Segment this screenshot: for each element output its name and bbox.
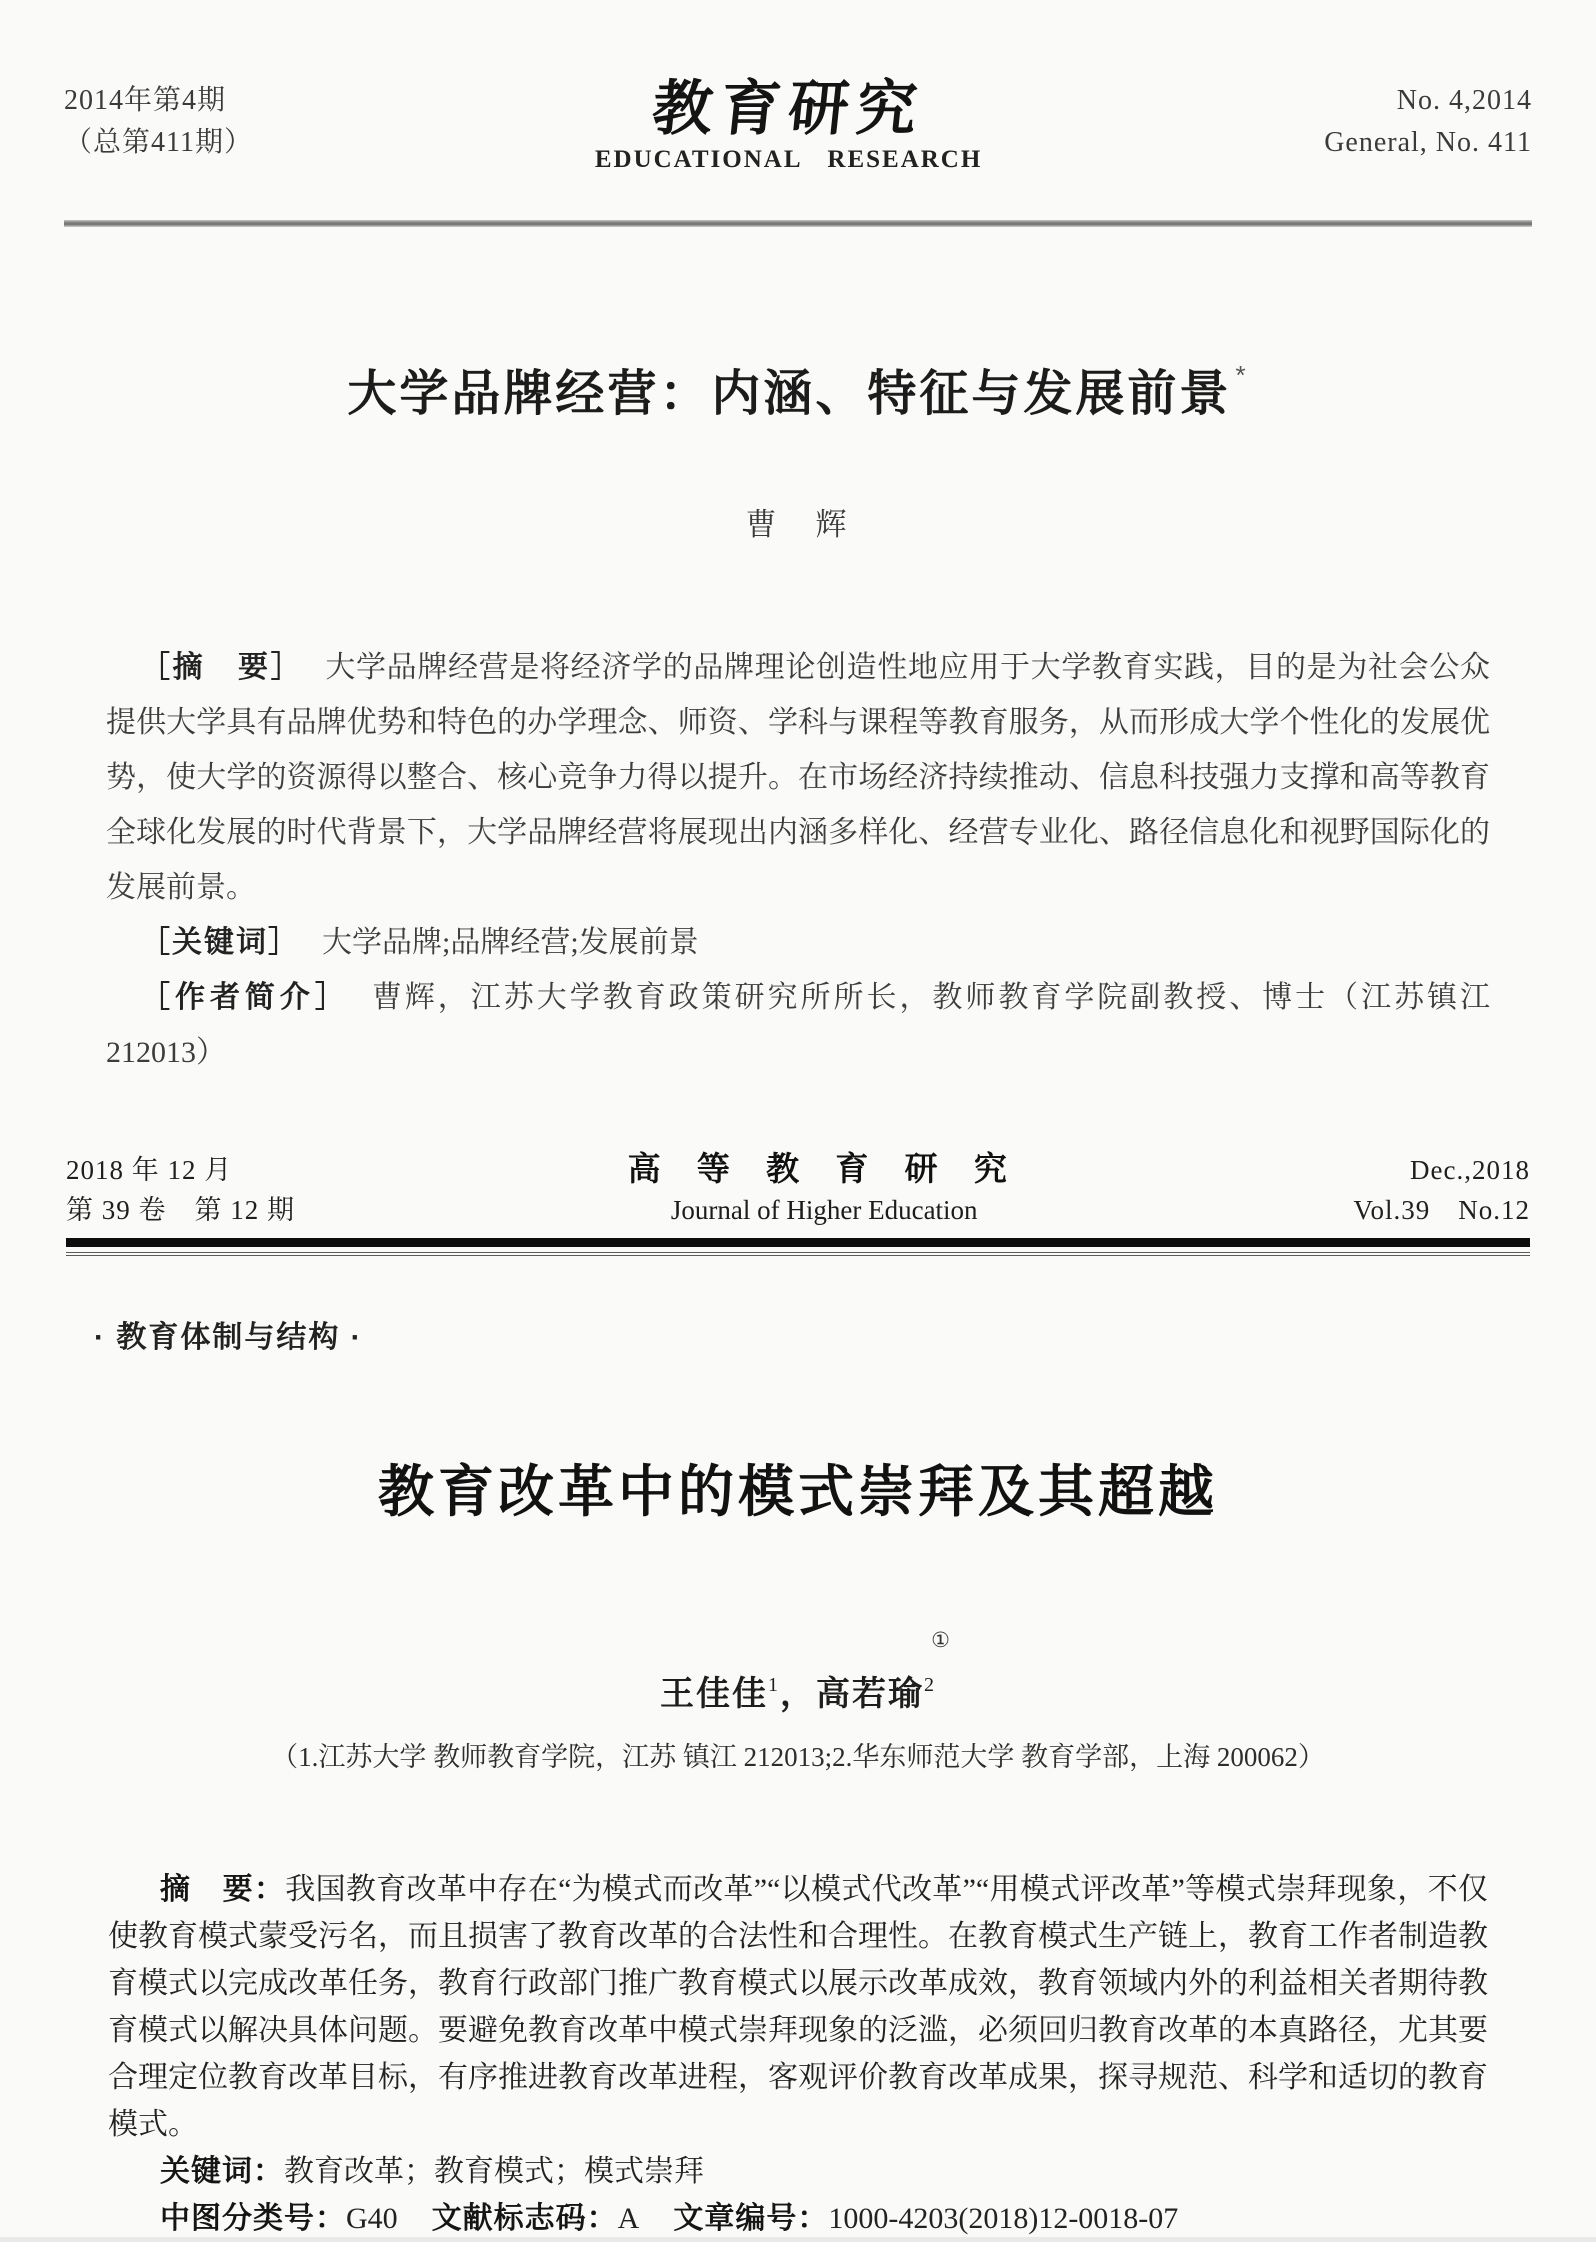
volume-issue-cn: 第 39 卷 第 12 期 — [66, 1195, 295, 1225]
masthead2-thick-rule — [66, 1238, 1530, 1247]
affiliation-line: （1.江苏大学 教师教育学院，江苏 镇江 212013;2.华东师范大学 教育学部，上海 200062） — [271, 1742, 1325, 1772]
doc-code-value: A — [617, 2202, 640, 2235]
abstract-block — [106, 640, 1521, 1080]
article-id-label: 文章编号： — [673, 2202, 829, 2235]
author-bio-paragraph — [106, 970, 1521, 1080]
journal-name-english: EDUCATIONAL RESEARCH — [594, 146, 983, 173]
masthead-divider-rule — [64, 220, 1532, 227]
journal-logo-block — [253, 76, 1324, 174]
abstract2-block — [108, 1866, 1488, 2242]
abstract-paragraph — [106, 640, 1490, 915]
keywords-label: ［关键词］ — [140, 926, 300, 959]
abstract2-paragraph — [108, 1866, 1488, 2148]
author1-affil-sup: 1 — [768, 1674, 780, 1696]
masthead-issue-info-en — [1324, 80, 1532, 164]
publication-date-cn: 2018 年 12 月 — [66, 1155, 233, 1185]
keywords2-paragraph — [108, 2148, 1488, 2195]
article-2014 — [0, 355, 1596, 1080]
masthead2-thin-rule — [66, 1252, 1530, 1256]
keywords-text: 大学品牌;品牌经营;发展前景 — [322, 926, 699, 959]
cumulative-issue-en: General, No. 411 — [1324, 127, 1532, 158]
author-bio-text: 曹辉，江苏大学教育政策研究所所长，教师教育学院副教授、博士（江苏镇江 212013） — [106, 981, 1521, 1069]
column-section-label: · 教育体制与结构 · — [94, 1321, 363, 1354]
byline-separator: ， — [780, 1675, 816, 1713]
keywords2-label: 关键词： — [160, 2155, 284, 2188]
journal-logo-calligraphy: 教育研究 — [649, 76, 929, 142]
abstract-text: 大学品牌经营是将经济学的品牌理论创造性地应用于大学教育实践，目的是为社会公众提供大学具有品牌优势和特色的办学理念、师资、学科与课程等教育服务，从而形成大学个性化的发展优势，使大学的资源得以整合、核心竞争力得以提升。在市场经济持续推动、信息科技强力支撑和高等教育全球化发展的时代背景下，大学品牌经营将展现出内涵多样化、经营专业化、路径信息化和视野国际化的发展前景。 — [106, 651, 1491, 904]
article-id-value: 1000-4203(2018)12-0018-07 — [828, 2202, 1179, 2235]
article-title-text: 大学品牌经营：内涵、特征与发展前景 — [347, 367, 1232, 421]
article-title — [0, 355, 1596, 425]
article-2018 — [0, 1312, 1596, 2242]
clc-value: G40 — [346, 2202, 398, 2235]
title-footnote-asterisk: * — [1235, 360, 1249, 390]
keywords-paragraph — [106, 915, 1490, 970]
abstract-label: ［摘 要］ — [140, 651, 304, 684]
author-name: 曹 辉 — [745, 507, 851, 542]
classification-line — [108, 2195, 1488, 2242]
journal2-name-english: Journal of Higher Education — [670, 1195, 978, 1225]
author2-affil-sup: 2 — [924, 1674, 936, 1696]
author-bio-label: ［作者简介］ — [140, 981, 350, 1014]
byline-row — [0, 1628, 1596, 1715]
doc-code-label: 文献标志码： — [431, 2202, 618, 2235]
issue-number-cn: 2014年第4期 — [64, 85, 227, 116]
masthead2-date-volume-en — [1353, 1150, 1530, 1230]
journal-masthead-2018 — [0, 1150, 1596, 1230]
clc-label: 中图分类号： — [160, 2202, 346, 2235]
article2-title: 教育改革中的模式崇拜及其超越 — [378, 1460, 1218, 1523]
abstract2-text: 我国教育改革中存在“为模式而改革”“以模式代改革”“用模式评改革”等模式崇拜现象，不仅使教育模式蒙受污名，而且损害了教育改革的合法性和合理性。在教育模式生产链上，教育工作者制造教育模式以完成改革任务，教育行政部门推广教育模式以展示改革成效，教育领域内外的利益相关者期待教育模式以解决具体问题。要避免教育改革中模式崇拜现象的泛滥，必须回归教育改革的本真路径，尤其要合理定位教育改革目标，有序推进教育改革进程，客观评价教育改革成果，探寻规范、科学和适切的教育模式。 — [108, 1873, 1488, 2141]
cumulative-issue-cn: （总第411期） — [64, 127, 253, 158]
issue-number-en: No. 4,2014 — [1396, 85, 1532, 116]
journal2-name-block — [295, 1150, 1353, 1230]
author2-name: 高若瑜 — [816, 1675, 924, 1713]
masthead2-date-volume — [66, 1150, 295, 1230]
journal-masthead-2014 — [0, 0, 1596, 174]
journal2-name-chinese: 高 等 教 育 研 究 — [627, 1152, 1021, 1188]
author1-name: 王佳佳 — [660, 1675, 768, 1713]
keywords2-text: 教育改革；教育模式；模式崇拜 — [284, 2155, 704, 2188]
publication-date-en: Dec.,2018 — [1410, 1155, 1530, 1185]
abstract2-label: 摘 要： — [160, 1873, 286, 1906]
byline-footnote-mark: ① — [931, 1628, 950, 1652]
masthead-issue-info — [64, 80, 253, 164]
byline — [660, 1628, 950, 1715]
volume-issue-en: Vol.39 No.12 — [1353, 1195, 1530, 1225]
